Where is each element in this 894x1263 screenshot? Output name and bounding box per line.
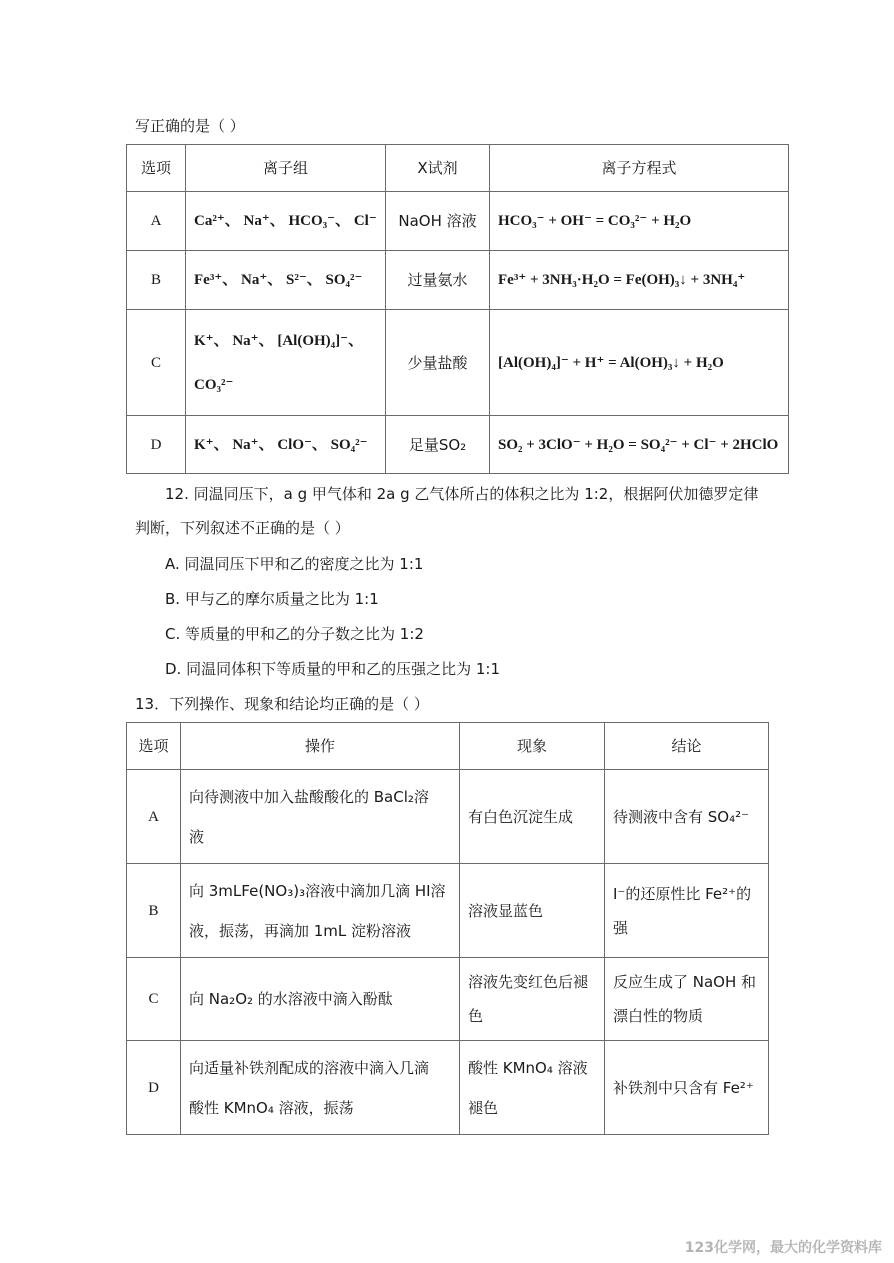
row-operation: 向 Na₂O₂ 的水溶液中滴入酚酞 [181,958,460,1041]
row-option: D [127,1041,181,1135]
row-phenomenon: 有白色沉淀生成 [460,770,605,864]
header-equation: 离子方程式 [490,145,789,192]
phenomenon-line-2: 褪色 [468,1098,499,1117]
row-equation: HCO₃⁻ + OH⁻ = CO₃²⁻ + H₂O [490,192,789,251]
table-row [127,770,769,864]
table-row [127,251,789,310]
row-equation: Fe³⁺ + 3NH₃·H₂O = Fe(OH)₃↓ + 3NH₄⁺ [490,251,789,310]
q12-option-b: B. 甲与乙的摩尔质量之比为 1:1 [165,590,379,608]
row-ions: Fe³⁺、 Na⁺、 S²⁻、 SO₄²⁻ [186,251,386,310]
row-option: A [127,192,186,251]
row-conclusion [605,864,769,958]
phenomenon-line-2: 色 [468,1007,484,1025]
row-option: A [127,770,181,864]
intro-line: 写正确的是（ ） [135,117,245,135]
row-conclusion [605,958,769,1041]
row-ions: Ca²⁺、 Na⁺、 HCO₃⁻、 Cl⁻ [186,192,386,251]
conclusion-line-1: 反应生成了 NaOH 和 [613,973,757,991]
table-row [127,192,789,251]
row-phenomenon [460,1041,605,1135]
row-operation [181,864,460,958]
header-option: 选项 [127,145,186,192]
operation-line-2: 液 [189,827,205,846]
row-option: D [127,416,186,474]
row-reagent: NaOH 溶液 [386,192,490,251]
row-phenomenon: 溶液显蓝色 [460,864,605,958]
row-option: B [127,864,181,958]
row-operation [181,1041,460,1135]
header-option: 选项 [127,723,181,770]
experiment-table-header [127,723,769,770]
ions-line-2: CO₃²⁻ [194,376,234,393]
q12-option-d: D. 同温同体积下等质量的甲和乙的压强之比为 1:1 [165,660,500,678]
operation-line-1: 向适量补铁剂配成的溶液中滴入几滴 [189,1058,430,1077]
row-reagent: 少量盐酸 [386,310,490,416]
table-row [127,1041,769,1135]
ions-line-1: K⁺、 Na⁺、 [Al(OH)₄]⁻、 [194,332,364,349]
row-option: B [127,251,186,310]
header-ions: 离子组 [186,145,386,192]
header-reagent: X试剂 [386,145,490,192]
table-row [127,416,789,474]
footer-watermark: 123化学网，最大的化学资料库 [684,1240,882,1256]
experiment-table [126,722,769,1135]
table-row [127,310,789,416]
row-reagent: 过量氨水 [386,251,490,310]
ion-table-header [127,145,789,192]
ion-table [126,144,789,474]
row-equation: SO₂ + 3ClO⁻ + H₂O = SO₄²⁻ + Cl⁻ + 2HClO [490,416,789,474]
operation-line-2: 酸性 KMnO₄ 溶液，振荡 [189,1098,354,1117]
header-conclusion: 结论 [605,723,769,770]
row-option: C [127,958,181,1041]
row-equation: [Al(OH)₄]⁻ + H⁺ = Al(OH)₃↓ + H₂O [490,310,789,416]
q12-option-a: A. 同温同压下甲和乙的密度之比为 1:1 [165,555,424,573]
q13-stem: 13．下列操作、现象和结论均正确的是（ ） [135,695,429,713]
phenomenon-line-1: 酸性 KMnO₄ 溶液 [468,1058,588,1077]
row-phenomenon [460,958,605,1041]
table-row [127,864,769,958]
conclusion-line-2: 漂白性的物质 [613,1007,704,1025]
row-conclusion: 待测液中含有 SO₄²⁻ [605,770,769,864]
conclusion-line-2: 强 [613,918,629,937]
header-phenomenon: 现象 [460,723,605,770]
row-ions [186,310,386,416]
q12-stem-line-1: 12. 同温同压下，a g 甲气体和 2a g 乙气体所占的体积之比为 1:2，根据阿伏加德罗定律 [165,485,759,503]
row-ions: K⁺、 Na⁺、 ClO⁻、 SO₄²⁻ [186,416,386,474]
row-option: C [127,310,186,416]
operation-line-1: 向待测液中加入盐酸酸化的 BaCl₂溶 [189,787,429,806]
operation-line-1: 向 3mLFe(NO₃)₃溶液中滴加几滴 HI溶 [189,881,446,900]
row-operation [181,770,460,864]
operation-line-2: 液，振荡，再滴加 1mL 淀粉溶液 [189,921,412,940]
phenomenon-line-1: 溶液先变红色后褪 [468,973,589,991]
header-operation: 操作 [181,723,460,770]
q12-option-c: C. 等质量的甲和乙的分子数之比为 1:2 [165,625,424,643]
conclusion-line-1: I⁻的还原性比 Fe²⁺的 [613,884,752,903]
table-row [127,958,769,1041]
q12-stem-line-2: 判断，下列叙述不正确的是（ ） [135,519,350,537]
row-conclusion: 补铁剂中只含有 Fe²⁺ [605,1041,769,1135]
row-reagent: 足量SO₂ [386,416,490,474]
